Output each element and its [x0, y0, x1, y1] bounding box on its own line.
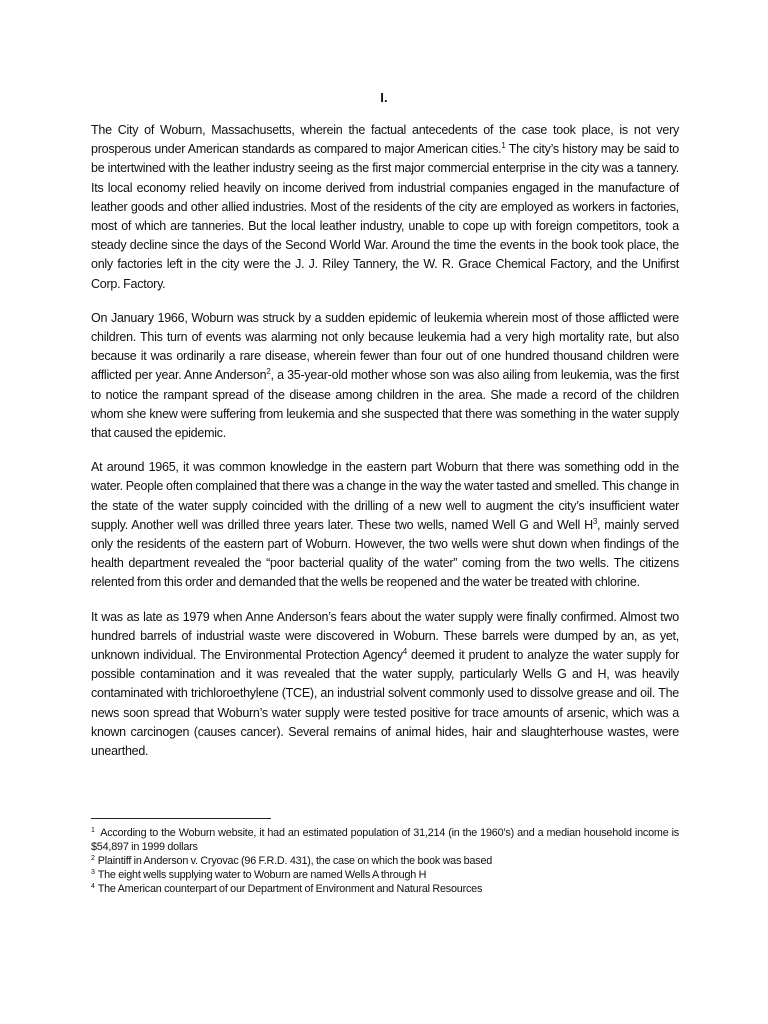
- footnote-text: The eight wells supplying water to Woburn are named Wells A through H: [97, 869, 427, 881]
- paragraph-text: It was as late as 1979 when Anne Anderson’s fears about the water supply were finally confirmed. Almost two hundred barrels of industrial waste were discovered in Woburn. These barrels were dumped by an, as yet, unknown individual. The Environmental Protection Agency: [91, 609, 679, 663]
- paragraph-text: , a 35-year-old mother whose son was also ailing from leukemia, was the first to notice the rampant spread of the disease among children in the area. She made a record of the children whom she knew were suffering from leukemia and she suspected that there was something in the water supply that caused the epidemic.: [91, 368, 680, 441]
- footnote-reference[interactable]: 4: [402, 647, 407, 657]
- paragraph-text: , mainly served only the residents of the eastern part of Woburn. However, the two wells were shut down when findings of the health department revealed the “poor bacterial quality of the water” coming from the two wells. The citizens relented from this order and demanded that the wells be reopened and the water be treated with chlorine.: [91, 517, 679, 590]
- section-heading: I.: [380, 90, 388, 105]
- footnote-mark: 2: [91, 855, 95, 862]
- footnote: [91, 854, 679, 868]
- paragraph-text: The city’s history may be said to be intertwined with the leather industry seeing as the first major commercial enterprise in the city was a tannery. Its local economy relied heavily on income derived from industrial companies engaged in the manufacture of leather goods and other allied industries. Most of the residents of the city are employed as workers in factories, most of which are tanneries. But the local leather industry, unable to cope up with foreign competitors, took a steady decline since the days of the Second World War. Around the time the events in the book took place, the only factories left in the city were the J. J. Riley Tannery, the W. R. Grace Chemical Factory, and the Unifirst Corp. Factory.: [91, 142, 679, 291]
- paragraph-text: On January 1966, Woburn was struck by a sudden epidemic of leukemia wherein most of those afflicted were children. This turn of events was alarming not only because leukemia had a very high mortality rate, but also because it was ordinarily a rare disease, wherein fewer than four out of one hundred thousand children were afflicted per year. Anne Anderson: [91, 310, 679, 383]
- paragraph-text: deemed it prudent to analyze the water supply for possible contamination and it was revealed that the water supply, particularly Wells G and H, was heavily contaminated with trichloroethylene (TCE), an industrial solvent commonly used to dissolve grease and oil. The news soon spread that Woburn’s water supply were tested positive for trace amounts of arsenic, which was a known carcinogen (causes cancer). Several remains of animal hides, hair and slaughterhouse wastes, were unearthed.: [91, 648, 679, 759]
- paragraph: [91, 309, 679, 443]
- footnote-mark: 4: [91, 883, 95, 890]
- paragraph: [91, 608, 679, 762]
- footnote-mark: 1: [91, 827, 95, 834]
- paragraph: [91, 458, 679, 592]
- paragraph-text: The City of Woburn, Massachusetts, wherein the factual antecedents of the case took place, is not very prosperous under American standards as compared to major American cities.: [91, 123, 679, 157]
- footnote: [91, 826, 679, 854]
- footnote: [91, 868, 679, 882]
- footnote-separator: [91, 818, 271, 819]
- footnote-reference[interactable]: 1: [501, 141, 506, 151]
- footnote-text: Plaintiff in Anderson v. Cryovac (96 F.R.D. 431), the case on which the book was based: [97, 855, 493, 867]
- footnote-mark: 3: [91, 869, 95, 876]
- footnotes: [91, 826, 679, 896]
- footnote-text: The American counterpart of our Department of Environment and Natural Resources: [97, 883, 483, 895]
- footnote-reference[interactable]: 2: [266, 367, 271, 377]
- footnote: [91, 882, 679, 896]
- footnote-reference[interactable]: 3: [592, 516, 598, 526]
- footnote-text: According to the Woburn website, it had an estimated population of 31,214 (in the 1960’s) and a median household income is $54,897 in 1999 dollars: [91, 827, 679, 853]
- paragraph: [91, 121, 679, 294]
- paragraph-text: At around 1965, it was common knowledge in the eastern part Woburn that there was something odd in the water. People often complained that there was a change in the way the water tasted and smelled. This change in the state of the water supply coincided with the drilling of a new well to augment the city’s insufficient water supply. Another well was drilled three years later. These two wells, named Well G and Well H: [91, 460, 679, 532]
- body-text: [91, 121, 679, 776]
